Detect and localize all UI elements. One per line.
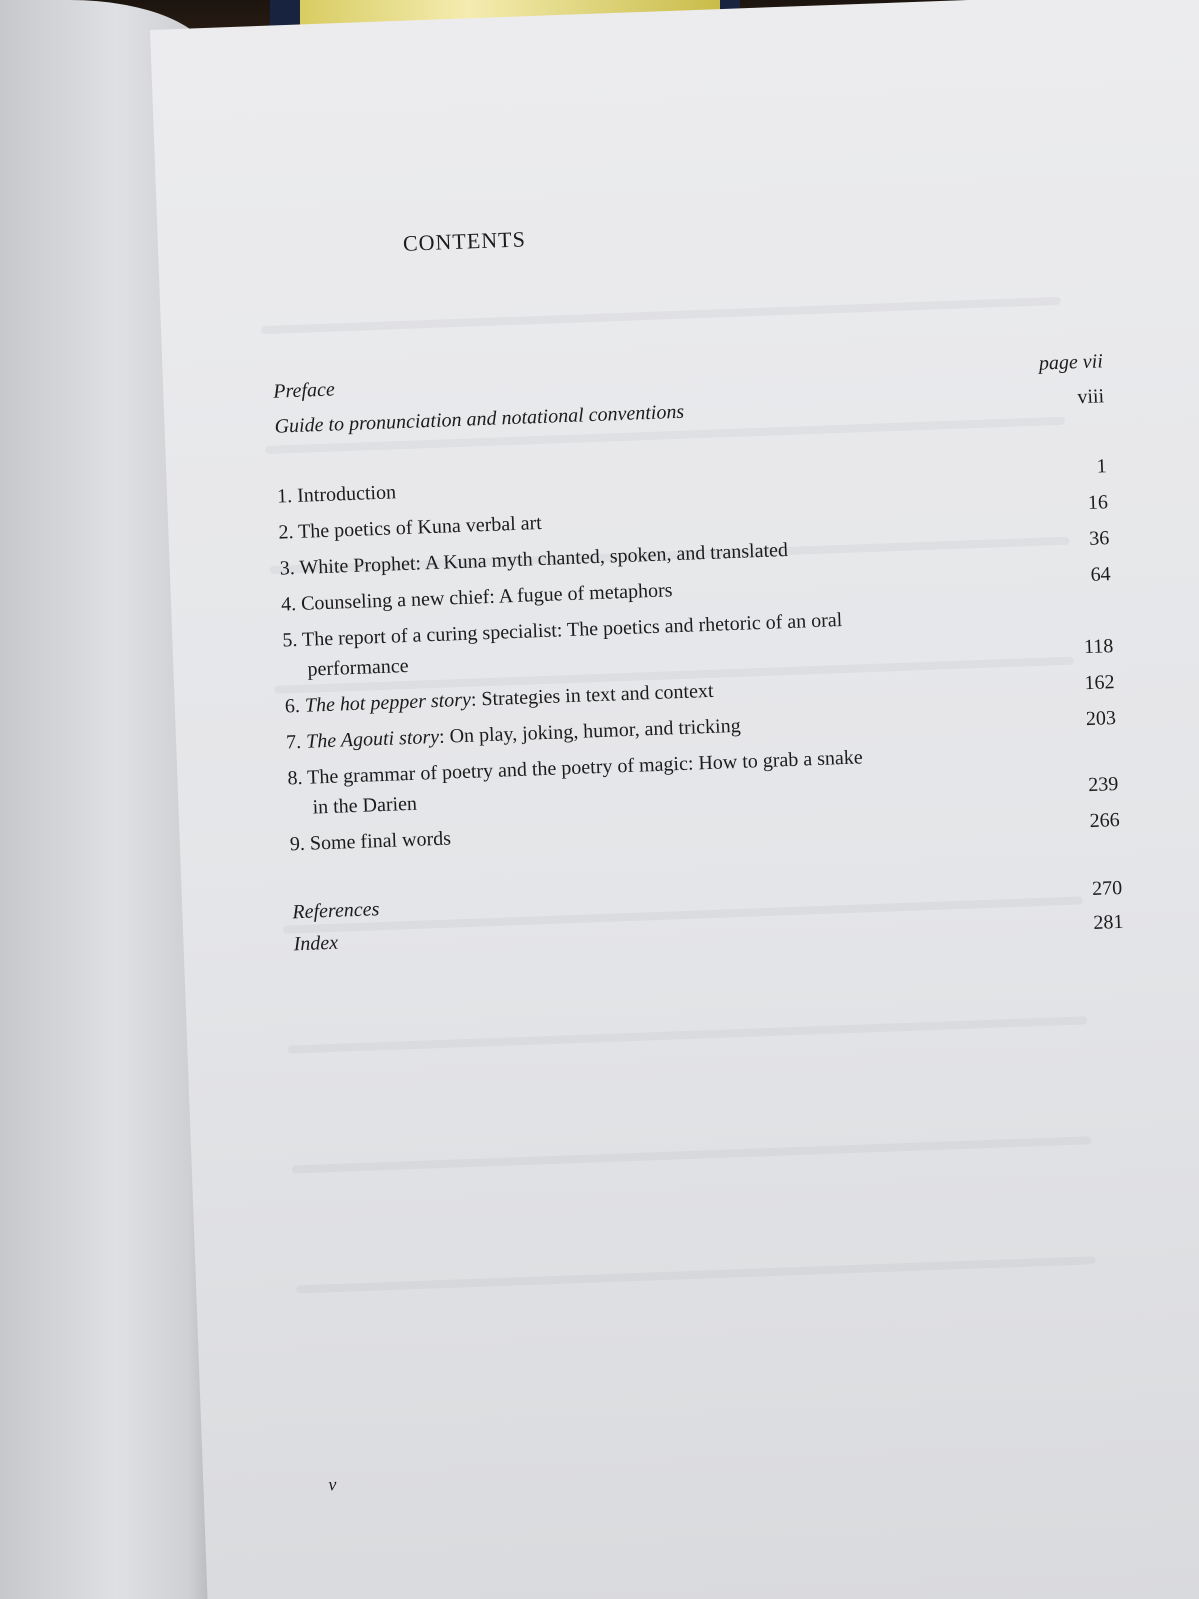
contents-list [150,0,1199,1529]
chapter-title: The report of a curing specialist: The poetics and rhetoric of an oral [301,609,843,651]
toc-entry-title: Index [293,931,339,956]
chapter-number: 1. [276,485,293,508]
toc-entry-title: Guide to pronunciation and notational conventions [274,400,685,438]
chapter-number: 5. [282,629,298,652]
toc-entry-page [982,350,1103,377]
chapter-title-rest: : On play, joking, humor, and tricking [438,714,742,748]
toc-entry-page: 270 [1091,876,1123,901]
chapter-title: The grammar of poetry and the poetry of magic: How to grab a snake [306,746,864,789]
page-folio: v [328,1474,337,1495]
toc-entry-page: 281 [1092,910,1124,935]
chapter-number: 6. [284,694,301,718]
chapter-title-italic: The hot pepper story [304,688,472,717]
chapter-number: 2. [278,521,294,544]
chapter-page: 162 [1084,671,1115,695]
toc-entry-page: viii [1077,385,1105,409]
chapter-page: 203 [1085,707,1117,731]
toc-chapter [282,609,843,653]
page-title: CONTENTS [402,226,527,256]
toc-chapter [277,481,397,508]
toc-chapter [278,512,542,545]
chapter-title-continuation: in the Darien [312,792,418,819]
chapter-title: White Prophet: A Kuna myth chanted, spoken, and translated [299,538,789,579]
toc-chapter [281,579,673,616]
chapter-number: 9. [289,832,306,856]
chapter-page: 266 [1089,809,1121,833]
chapter-page: 16 [1087,491,1109,514]
chapter-page: 118 [1083,635,1114,659]
chapter-title-rest: : Strategies in text and context [470,679,714,711]
chapter-page: 1 [1096,455,1108,478]
contents-page [150,0,1199,1599]
toc-chapter [287,746,863,790]
toc-chapter [290,828,452,857]
page-prefix: page vii [1038,350,1104,375]
chapter-title-italic: The Agouti story [305,725,440,753]
chapter-title: The poetics of Kuna verbal art [297,511,543,543]
chapter-number: 8. [287,766,303,790]
chapter-page: 239 [1087,773,1119,797]
chapter-title: Introduction [296,481,397,507]
toc-entry-title: References [292,898,380,924]
chapter-number: 7. [285,730,302,754]
toc-entry-title: Preface [272,378,336,403]
chapter-number: 3. [279,557,296,580]
chapter-title-continuation: performance [307,654,409,681]
toc-chapter [286,715,741,755]
chapter-page: 64 [1090,563,1111,586]
chapter-page: 36 [1088,527,1110,550]
chapter-title: Some final words [309,827,452,855]
toc-chapter [284,680,713,719]
chapter-title: Counseling a new chief: A fugue of metaphors [300,579,673,615]
chapter-number: 4. [280,593,297,616]
toc-chapter [279,539,788,581]
